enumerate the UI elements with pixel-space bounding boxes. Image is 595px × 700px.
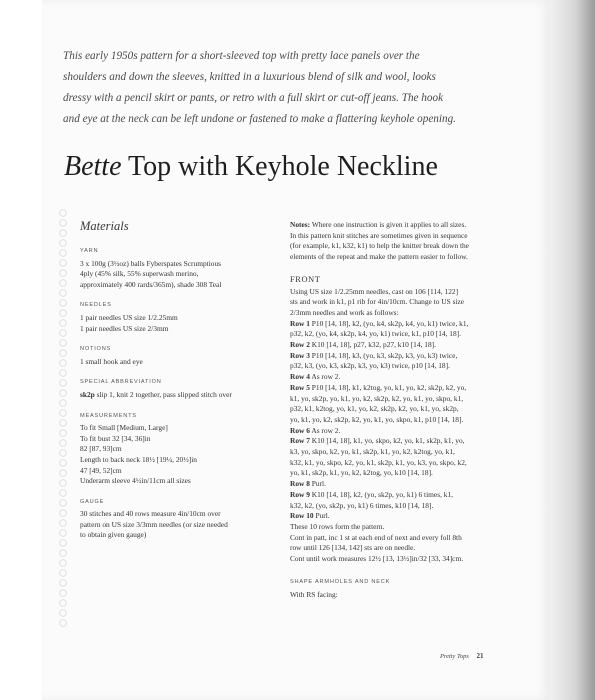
intro-line: shoulders and down the sleeves, knitted in a luxurious blend of silk and wool, looks: [63, 71, 436, 83]
materials-column: [80, 218, 270, 541]
front-line: [290, 447, 512, 458]
intro-line: dressy with a pencil skirt or pants, or retro with a full skirt or cut-off jeans. The hook: [63, 92, 444, 104]
row-text: 2/3mm needles and work as follows:: [290, 307, 399, 317]
needles-line: 1 pair needles US size 2/3mm: [80, 323, 169, 333]
notes-paragraph: [290, 220, 512, 263]
abbreviation-line: [80, 390, 270, 401]
front-line: [290, 533, 512, 544]
notes-label: Notes:: [290, 220, 311, 229]
measurements-line: To fit bust 32 [34, 36]in: [80, 433, 151, 443]
yarn-line: 4ply (45% silk, 55% superwash merino,: [80, 269, 199, 279]
intro-line: This early 1950s pattern for a short-sleeved top with pretty lace panels over the: [63, 50, 420, 62]
row-label: Row 3: [290, 350, 310, 360]
front-line: [290, 479, 512, 490]
measurements-line: To fit Small [Medium, Large]: [80, 423, 168, 433]
row-label: Row 5: [290, 382, 310, 392]
front-line: [290, 468, 512, 479]
gauge-line: to obtain given gauge): [80, 530, 147, 540]
row-text: p32, k3, (yo, k3, sk2p, k3, yo, k3) twice, p10 [14, 18].: [290, 361, 450, 371]
front-line: [290, 361, 512, 372]
yarn-line: 3 x 100g (3½oz) balls Fyberspates Scrumptious: [80, 258, 222, 268]
measurements-line: 82 [87, 93]cm: [80, 444, 122, 454]
materials-heading: Materials: [80, 219, 129, 233]
pattern-title-rest: Top with Keyhole Neckline: [128, 151, 438, 182]
row-text: k3, yo, skpo, k2, yo, k1, sk2p, k1, yo, k2, k2tog, yo, k1,: [290, 447, 455, 457]
notes-line: [290, 220, 512, 231]
instructions-column: [290, 220, 512, 600]
abbreviation-definition: slip 1, knit 2 together, pass slipped stitch over: [94, 389, 232, 399]
front-line: [290, 319, 512, 330]
row-label: Row 8: [290, 479, 310, 489]
abbreviation-heading: SPECIAL ABBREVIATION: [80, 379, 162, 386]
front-line: [290, 415, 512, 426]
front-line: [290, 383, 512, 394]
yarn-line: approximately 400 rards/365m), shade 308 Teal: [80, 279, 222, 289]
row-text: Cont in patt, inc 1 st at each end of next and every foll 8th: [290, 532, 462, 542]
front-line: [290, 522, 512, 533]
row-text: P10 [14, 18], k3, (yo, k3, sk2p, k3, yo, k3) twice,: [309, 350, 458, 360]
row-text: yo, k1, yo, k2, sk2p, k2, yo, k1, yo, skpo, k1, p10 [14, 18].: [290, 414, 464, 424]
pattern-title: [64, 150, 534, 184]
front-line: [290, 490, 512, 501]
pattern-title-name: Bette: [64, 151, 122, 182]
gauge-heading: GAUGE: [80, 498, 105, 505]
front-line: [290, 287, 512, 298]
row-label: Row 7: [290, 436, 310, 446]
front-line: [290, 426, 512, 437]
front-line: [290, 351, 512, 362]
front-heading: FRONT: [290, 274, 321, 284]
measurements-line: Underarm sleeve 4½in/11cm all sizes: [80, 476, 191, 486]
row-text: Cont until work measures 12½ [13, 13½]in/32 [33, 34]cm.: [290, 554, 464, 564]
notes-text: Where one instruction is given it applies to all sizes.: [310, 220, 467, 229]
row-text: P10 [14, 18], k1, k2tog, yo, k1, yo, k2, sk2p, k2, yo,: [309, 382, 467, 392]
front-line: [290, 458, 512, 469]
front-line: [290, 436, 512, 447]
page-number: 21: [476, 652, 484, 660]
row-text: p32, k1, k2tog, yo, k1, yo, k2, sk2p, k2, yo, k1, yo, sk2p,: [290, 404, 459, 414]
row-text: K10 [14, 18], p27, k32, p27, k10 [14, 18].: [309, 340, 436, 350]
yarn-heading: YARN: [80, 248, 99, 254]
measurements-line: Length to back neck 18½ [19¼, 20½]in: [80, 454, 197, 464]
row-text: Purl.: [309, 479, 326, 489]
row-text: Purl.: [313, 511, 330, 521]
measurements-heading: MEASUREMENTS: [80, 412, 137, 419]
front-line: [290, 404, 512, 415]
notes-line: elements of the repeat and make the pattern easier to follow.: [290, 252, 468, 262]
gauge-line: 30 stitches and 40 rows measure 4in/10cm over: [80, 509, 221, 519]
row-text: P10 [14, 18], k2, (yo, k4, sk2p, k4, yo, k1) twice, k1,: [309, 318, 469, 328]
intro-line: and eye at the neck can be left undone or fastened to make a flattering keyhole opening.: [63, 113, 456, 125]
needles-line: 1 pair needles US size 1/2.25mm: [80, 312, 178, 322]
front-line: [290, 511, 512, 522]
front-line: [290, 329, 512, 340]
front-line: [290, 297, 512, 308]
front-line: [290, 372, 512, 383]
page-footer: [440, 652, 520, 660]
front-line: [290, 554, 512, 565]
row-text: k32, k2, (yo, sk2p, yo, k1) 6 times, k10 [14, 18].: [290, 500, 434, 510]
book-spine: [550, 0, 595, 700]
front-line: [290, 340, 512, 351]
front-instructions: [290, 287, 512, 565]
row-text: K10 [14, 18], k1, yo, skpo, k2, yo, k1, sk2p, k1, yo,: [309, 436, 465, 446]
row-text: k32, k1, yo, skpo, k2, yo, k1, sk2p, k1, yo, k3, yo, skpo, k2,: [290, 457, 467, 467]
row-label: Row 6: [290, 425, 310, 435]
row-text: As row 2.: [309, 425, 341, 435]
front-line: [290, 394, 512, 405]
shape-armholes-heading: SHAPE ARMHOLES AND NECK: [290, 578, 391, 585]
row-text: K10 [14, 18], k2, (yo, sk2p, yo, k1) 6 times, k1,: [309, 489, 454, 499]
row-text: As row 2.: [309, 372, 341, 382]
front-line: [290, 501, 512, 512]
front-line: [290, 543, 512, 554]
row-text: row until 126 [134, 142] sts are on needle.: [290, 543, 416, 553]
row-text: sts and work in k1, p1 rib for 4in/10cm. Change to US size: [290, 297, 465, 307]
row-text: These 10 rows form the pattern.: [290, 521, 385, 531]
row-label: Row 2: [290, 340, 310, 350]
notions-line: 1 small hook and eye: [80, 356, 143, 366]
measurements-line: 47 [49, 52]cm: [80, 465, 122, 475]
abbreviation-term: sk2p: [80, 389, 95, 399]
shape-line: With RS facing:: [290, 589, 338, 599]
notes-line: In this pattern knit stitches are sometimes given in sequence: [290, 230, 468, 240]
row-text: p32, k2, (yo, k4, sk2p, k4, yo, k1) twice, k1, p10 [14, 18].: [290, 329, 461, 339]
row-text: Using US size 1/2.25mm needles, cast on 106 [114, 122]: [290, 286, 459, 296]
gauge-line: pattern on US size 3/3mm needles (or size needed: [80, 519, 228, 529]
front-line: [290, 308, 512, 319]
decorative-border: [58, 208, 68, 628]
row-text: k1, yo, sk2p, yo, k1, yo, k2, sk2p, k2, yo, k1, yo, skpo, k1,: [290, 393, 464, 403]
row-label: Row 4: [290, 372, 310, 382]
notions-heading: NOTIONS: [80, 346, 112, 353]
notes-line: (for example, k1, k32, k1) to help the knitter break down the: [290, 241, 469, 251]
row-label: Row 9: [290, 489, 310, 499]
row-label: Row 1: [290, 318, 310, 328]
row-label: Row 10: [290, 511, 314, 521]
needles-heading: NEEDLES: [80, 302, 112, 309]
intro-paragraph: [63, 46, 503, 130]
row-text: yo, k1, sk2p, k1, yo, k2, k2tog, yo, k10 [14, 18].: [290, 468, 433, 478]
footer-section-title: Pretty Tops: [440, 653, 469, 660]
